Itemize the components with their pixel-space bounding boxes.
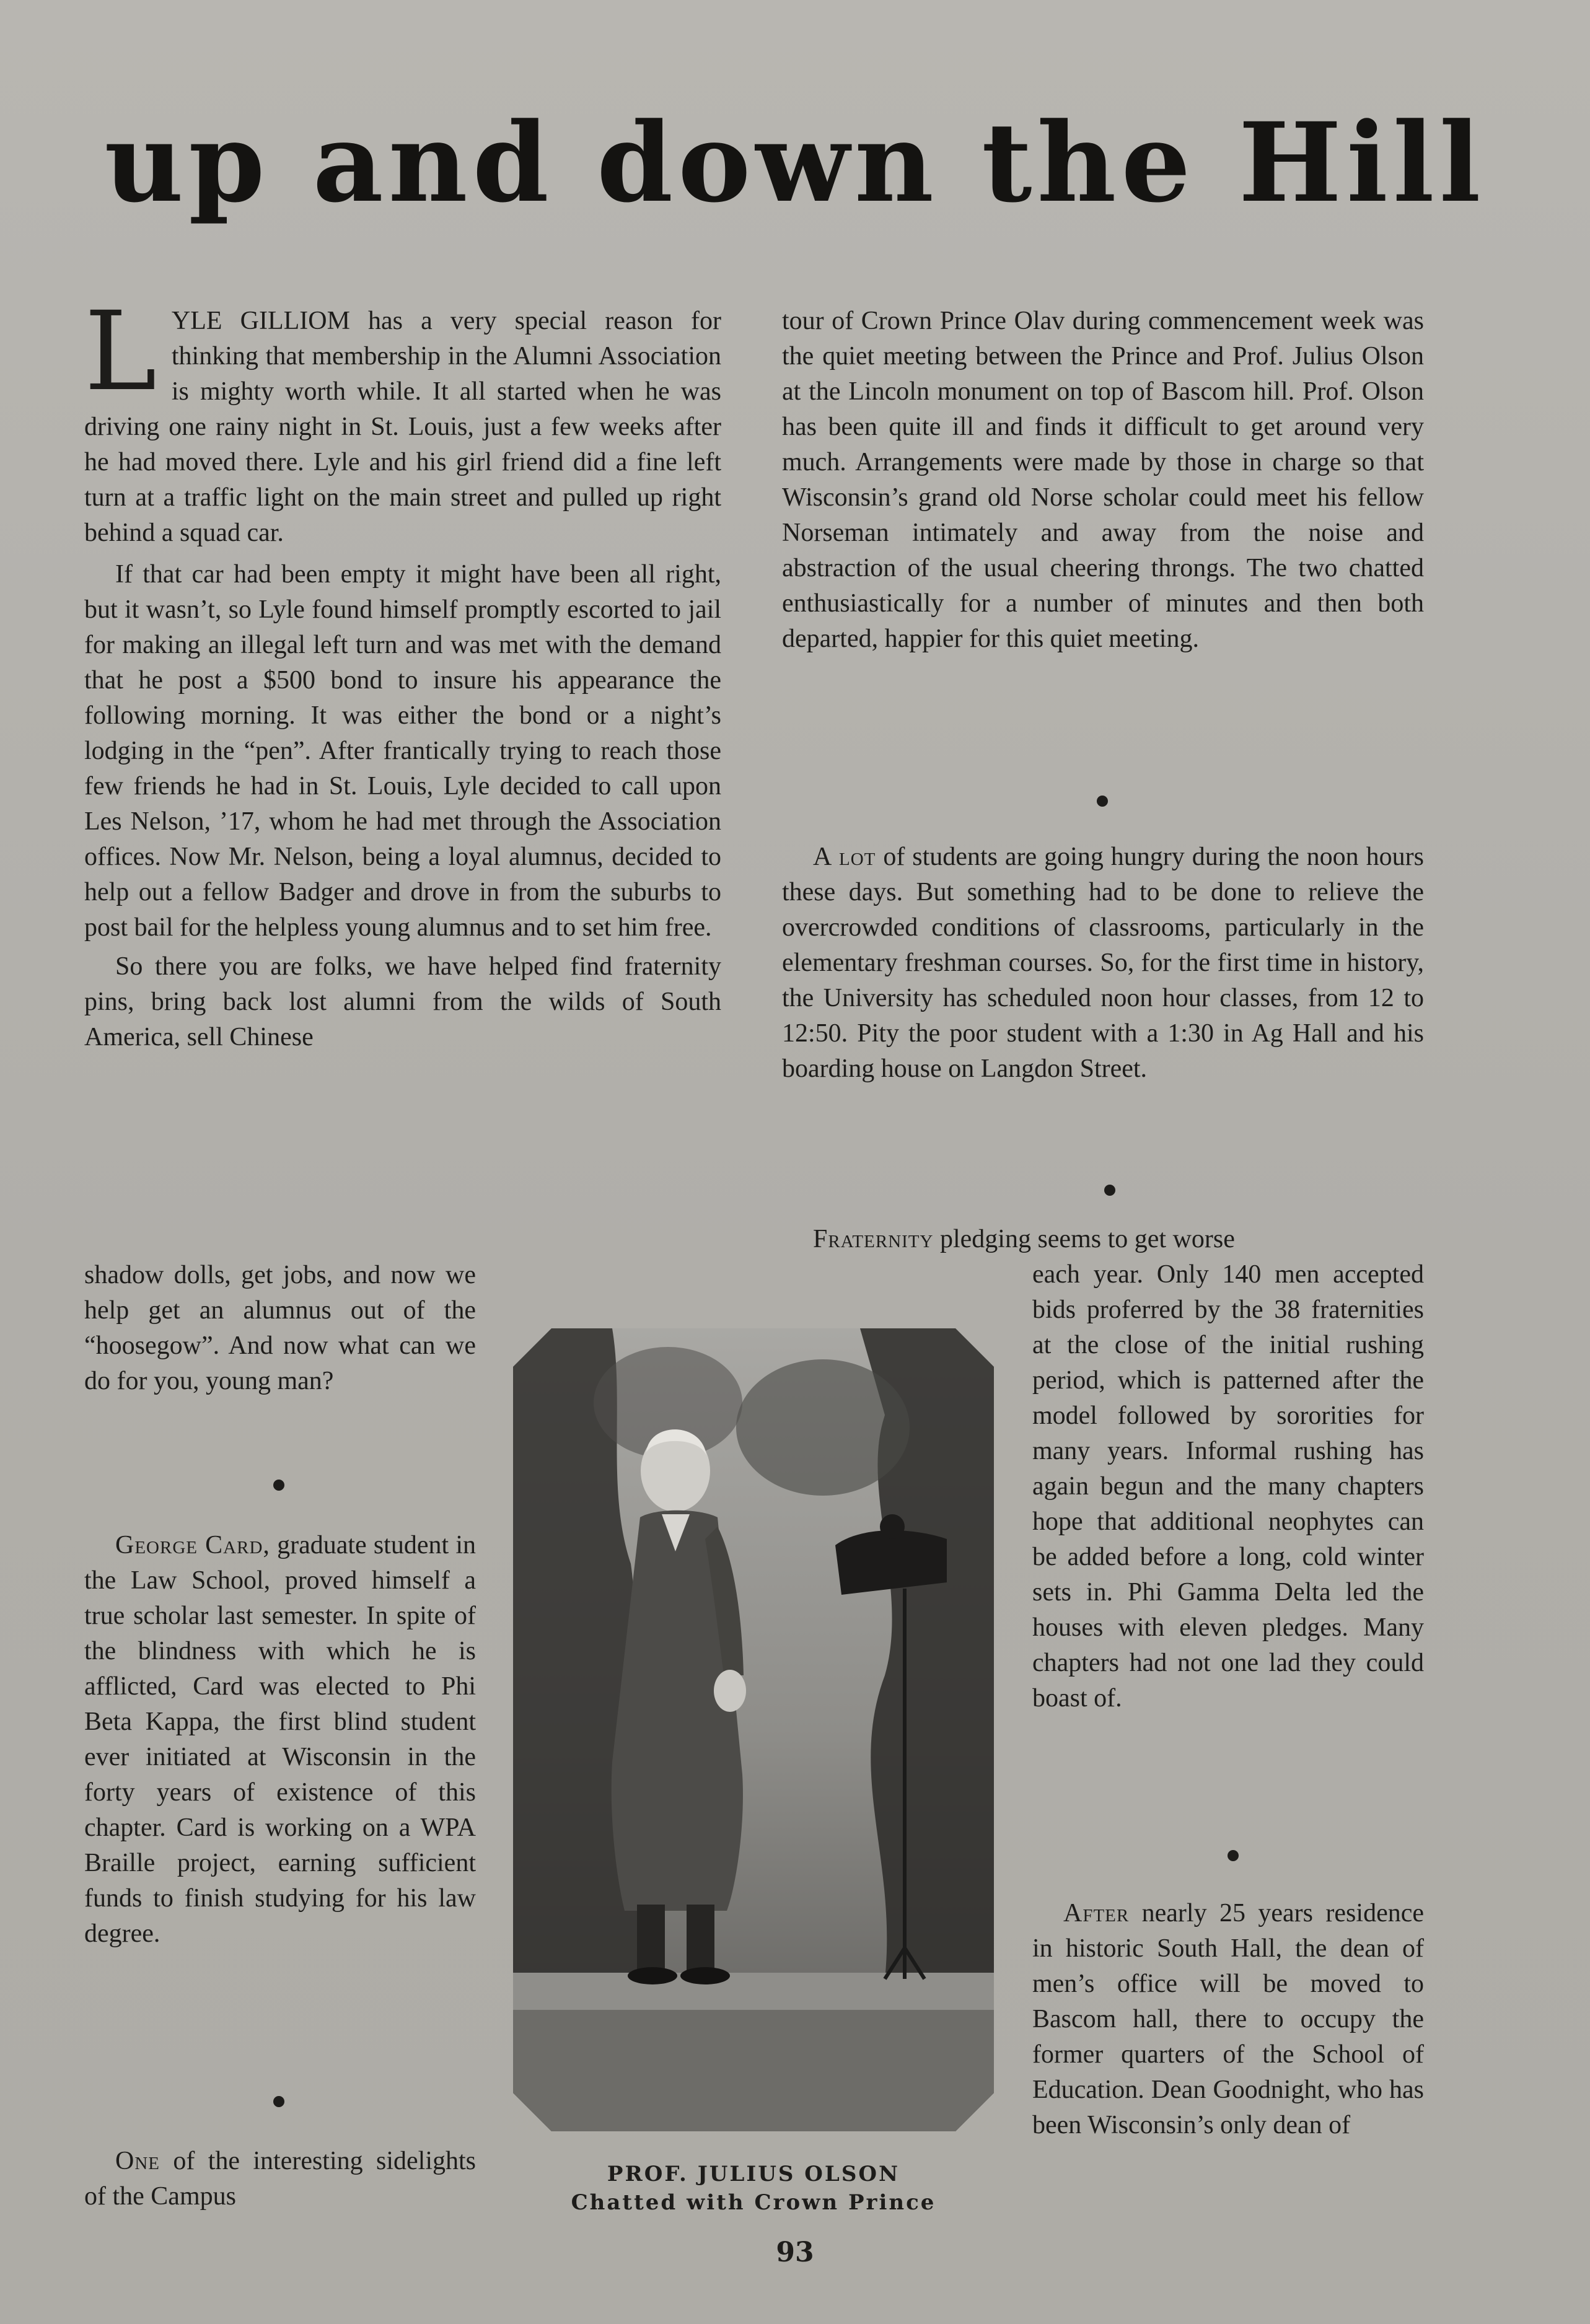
paragraph-text: of students are going hungry during the noon hours these days. But something had to be done to relieve the overcrowded conditions of classrooms, particularly in the elementary freshman courses. So, for the first time in history, the University has scheduled noon hour classes, from 12 to 12:50. Pity the poor student with a 1:30 in Ag Hall and his boarding house on Langdon Street. (782, 843, 1424, 1083)
section-bullet (1097, 796, 1108, 807)
section-bullet (273, 1480, 284, 1491)
paragraph-gilliom-hoosegow: shadow dolls, get jobs, and now we help get an alumnus out of the “hoosegow”. And now what can we do for you, young man? (84, 1261, 476, 1395)
paragraph-dean-office (1032, 1896, 1424, 2143)
paragraph-gilliom-jail: If that car had been empty it might have been all right, but it wasn’t, so Lyle found himself promptly escorted to jail for making an illegal left turn and was met with the demand that he post a $500 bond to insure his appearance the following morning. It was either the bond or a night’s lodging in the “pen”. After frantically trying to reach those few friends he had in St. Louis, Lyle decided to call upon Les Nelson, ’17, whom he had met through the Association offices. Now Mr. Nelson, being a loyal alumnus, decided to help out a fellow Badger and drove in from the suburbs to post bail for the helpless young alumnus and to set him free. (84, 560, 721, 942)
left-column-narrow (84, 1258, 476, 1399)
paragraph-text: nearly 25 years residence in historic South Hall, the dean of men’s office will be moved to Bascom hall, there to occupy the former quarters of the School of Education. Dean Goodnight, who has been Wisconsin’s only dean of (1032, 1899, 1424, 2139)
section-bullet (273, 2096, 284, 2107)
section-bullet (1104, 1185, 1115, 1196)
lead-words: George Card, (115, 1531, 270, 1559)
paragraph-gilliom-intro (84, 288, 722, 551)
right-column-dean (1032, 1896, 1424, 2143)
lead-words: After (1063, 1899, 1130, 1927)
right-column-fraternity (1032, 1257, 1424, 1716)
lead-words: One (115, 2147, 160, 2175)
left-column-bottom (84, 2144, 476, 2214)
page-number: 93 (776, 2237, 814, 2268)
right-column-top (782, 304, 1424, 657)
paragraph-text: of the interesting sidelights of the Campus (84, 2147, 476, 2211)
caption-subtitle: Chatted with Crown Prince (571, 2190, 936, 2215)
paragraph-olson-continued: tour of Crown Prince Olav during commencement week was the quiet meeting between the Prince and Prof. Julius Olson at the Lincoln monument on top of Bascom hill. Prof. Olson has been quite ill and finds it difficult to get around very much. Arrangements were made by those in charge so that Wisconsin’s grand old Norse scholar could meet his fellow Norseman intimately and away from the noise and abstraction of the usual cheering throngs. The two chatted enthusiastically for a number of minutes and then both departed, happier for this quiet meeting. (782, 307, 1424, 653)
paragraph-fraternity-first-line (782, 1222, 1424, 1257)
paragraph-text: pledging seems to get worse (933, 1225, 1235, 1253)
page-title: up and down the Hill (104, 99, 1486, 227)
caption-name: PROF. JULIUS OLSON (607, 2162, 900, 2186)
paragraph-olson-start (84, 2144, 476, 2214)
paragraph-noon-classes (782, 840, 1424, 1087)
photo-prof-olson (513, 1328, 994, 2131)
paragraph-george-card (84, 1528, 476, 1952)
paragraph-text: has a very special reason for thinking that membership in the Alumni Association is mighty worth while. It all started when he was driving one rainy night in St. Louis, just a few weeks after he had moved there. Lyle and his girl friend did a fine left turn at a traffic light on the main street and pulled up right behind a squad car. (84, 307, 722, 547)
lead-words: A lot (813, 843, 876, 871)
right-column-fraternity-first (782, 1222, 1424, 1257)
left-column-top (84, 288, 722, 1055)
lead-words: YLE GILLIOM (171, 307, 350, 335)
drop-cap: L (84, 288, 157, 415)
lead-words: Fraternity (813, 1225, 934, 1253)
paragraph-gilliom-folks: So there you are folks, we have helped find fraternity pins, bring back lost alumni from the wilds of South America, sell Chinese (84, 952, 721, 1051)
photo-illustration (513, 1328, 994, 2131)
photo-caption (513, 2160, 994, 2217)
paragraph-text: graduate student in the Law School, proved himself a true scholar last semester. In spite of the blindness with which he is afflicted, Card was elected to Phi Beta Kappa, the first blind student ever initiated at Wisconsin in the forty years of existence of this chapter. Card is working on a WPA Braille project, earning sufficient funds to finish studying for his law degree. (84, 1531, 476, 1948)
right-column-noon (782, 840, 1424, 1087)
section-bullet (1228, 1850, 1239, 1861)
paragraph-fraternity-rest: each year. Only 140 men accepted bids proferred by the 38 fraternities at the close of the initial rushing period, which is patterned after the model followed by sororities for many years. Informal rushing has again begun and the many chapters hope that additional neophytes can be added before a long, cold winter sets in. Phi Gamma Delta led the houses with eleven pledges. Many chapters had not one lad they could boast of. (1032, 1260, 1424, 1712)
left-column-card (84, 1528, 476, 1952)
